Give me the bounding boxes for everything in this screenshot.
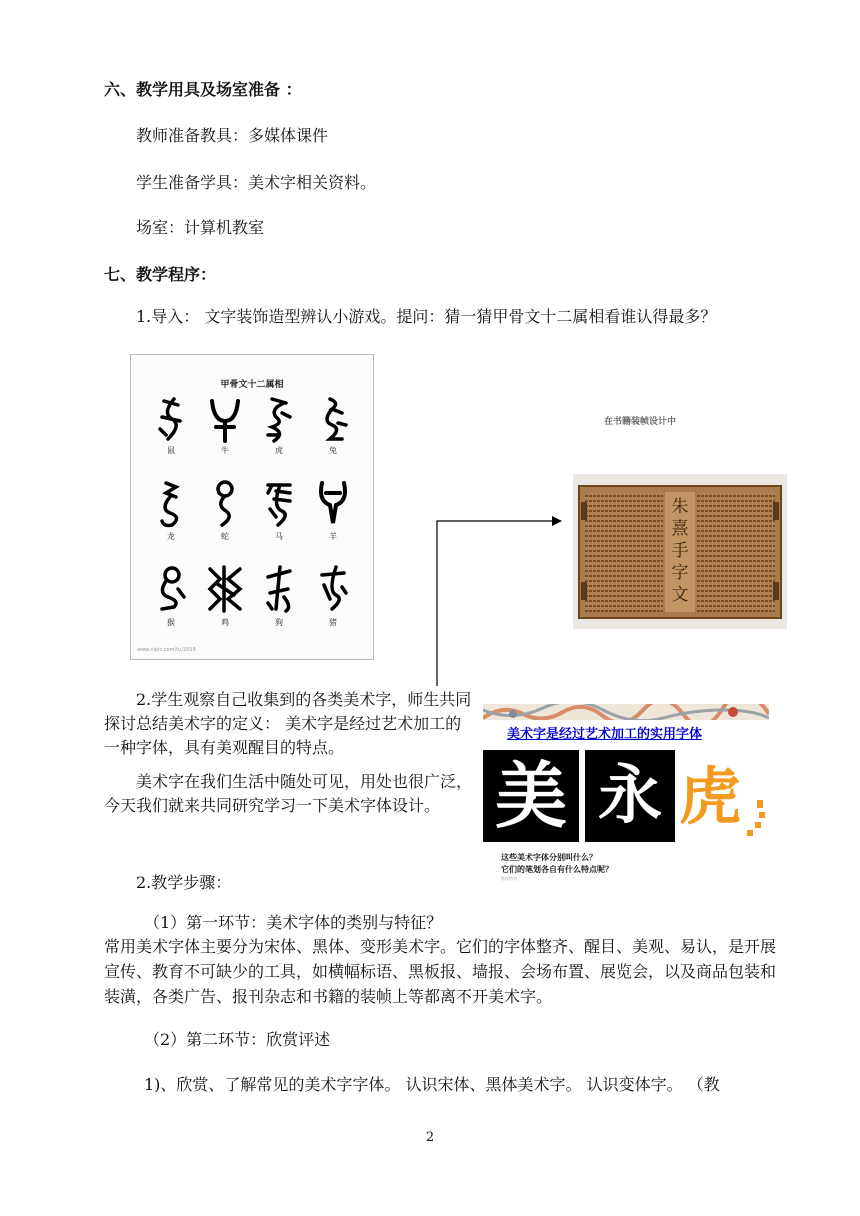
teacher-tools: 教师准备教具：多媒体课件 [136,126,329,145]
oracle-glyph [154,563,188,615]
decorative-style-char: 虎 [679,760,742,833]
oracle-glyph [316,395,350,443]
slide-title: 美术字是经过艺术加工的实用字体 [507,727,703,742]
zodiac-cell [307,395,359,456]
zodiac-name: 猪 [329,618,337,627]
dash-ornament-icon [741,800,767,838]
oracle-glyph [316,479,350,529]
zodiac-name: 蛇 [221,532,229,541]
zodiac-cell [145,395,197,456]
page-number: 2 [425,1130,435,1145]
zodiac-cell [145,479,197,542]
oracle-glyph [262,563,296,615]
step2-text: 1)、欣赏、了解常见的美术字字体。 认识宋体、黑体美术字。 认识变体字。 （教 [144,1075,720,1094]
zodiac-name: 牛 [221,446,229,455]
zodiac-cell [253,395,305,456]
oracle-glyph [208,395,242,443]
slide-watermark: 版权所有 [501,876,517,881]
arrowhead-icon [552,516,562,526]
intro-line: 1.导入： 文字装饰造型辨认小游戏。提问：猜一猜甲骨文十二属相看谁认得最多？ [136,307,717,326]
zodiac-name: 兔 [329,446,337,455]
zodiac-cell [253,563,305,628]
slide-question-1: 这些美术字体分别叫什么？ [501,853,597,862]
book-caption: 在书籍装帧设计中 [603,417,676,427]
zodiac-name: 鸡 [221,618,229,627]
oracle-glyph [206,563,244,615]
oracle-glyph [262,479,296,529]
zodiac-cell [253,479,305,542]
zodiac-name: 马 [275,532,283,541]
zodiac-name: 虎 [275,446,283,455]
zodiac-name: 猴 [167,618,175,627]
section7-heading: 七、教学程序： [104,265,217,284]
art-font-slide [483,704,769,888]
student-tools: 学生准备学具：美术字相关资料。 [136,173,377,192]
zodiac-name: 龙 [167,532,175,541]
oracle-glyph [316,563,350,615]
zodiac-name: 鼠 [167,446,175,455]
oracle-watermark: www.nipic.com/tu/2018 [137,647,196,653]
connector-arrow [430,510,570,690]
step1-text: 常用美术字体主要分为宋体、黑体、变形美术字。它们的字体整齐、醒目、美观、易认，是开展宣传、教育不可缺少的工具，如横幅标语、黑板报、墙报、会场布置、展览会，以及商品包装和装潢，各类广告、报刊杂志和书籍的装帧上等都离不开美术字。 [104,937,777,1006]
zodiac-name: 狗 [275,618,283,627]
oracle-glyph [154,395,188,443]
zodiac-cell [307,563,359,628]
zodiac-cell [307,479,359,542]
section6-heading: 六、教学用具及场室准备 ： [104,80,302,99]
oracle-image-title: 甲骨文十二属相 [220,380,284,390]
book-spine-text: 朱熹手字文 [671,497,689,605]
observe-paragraph: 2.学生观察自己收集到的各类美术字，师生共同探讨总结美术字的定义： 美术字是经过艺术加工的一种字体，具有美观醒目的特点。 [104,690,472,757]
oracle-glyph [154,479,188,529]
zodiac-cell [199,563,251,628]
oracle-glyph [262,395,296,443]
life-paragraph: 美术字在我们生活中随处可见，用处也很广泛，今天我们就来共同研究学习一下美术字体设计。 [104,772,473,815]
step1-title: （1）第一环节：美术字体的类别与特征？ [144,913,443,932]
zodiac-name: 羊 [329,532,337,541]
book-box-image [573,474,787,629]
song-style-char: 美 [483,750,579,842]
oracle-glyph [208,479,242,529]
zodiac-cell [199,479,251,542]
zodiac-cell [199,395,251,456]
steps-heading: 2.教学步骤： [136,873,232,892]
zodiac-cell [145,563,197,628]
slide-question-2: 它们的笔划各自有什么特点呢？ [501,865,613,874]
step2-title: （2）第二环节：欣赏评述 [144,1030,331,1049]
black-style-char: 永 [585,750,675,842]
oracle-zodiac-image [130,354,374,660]
classroom: 场室：计算机教室 [136,218,265,237]
